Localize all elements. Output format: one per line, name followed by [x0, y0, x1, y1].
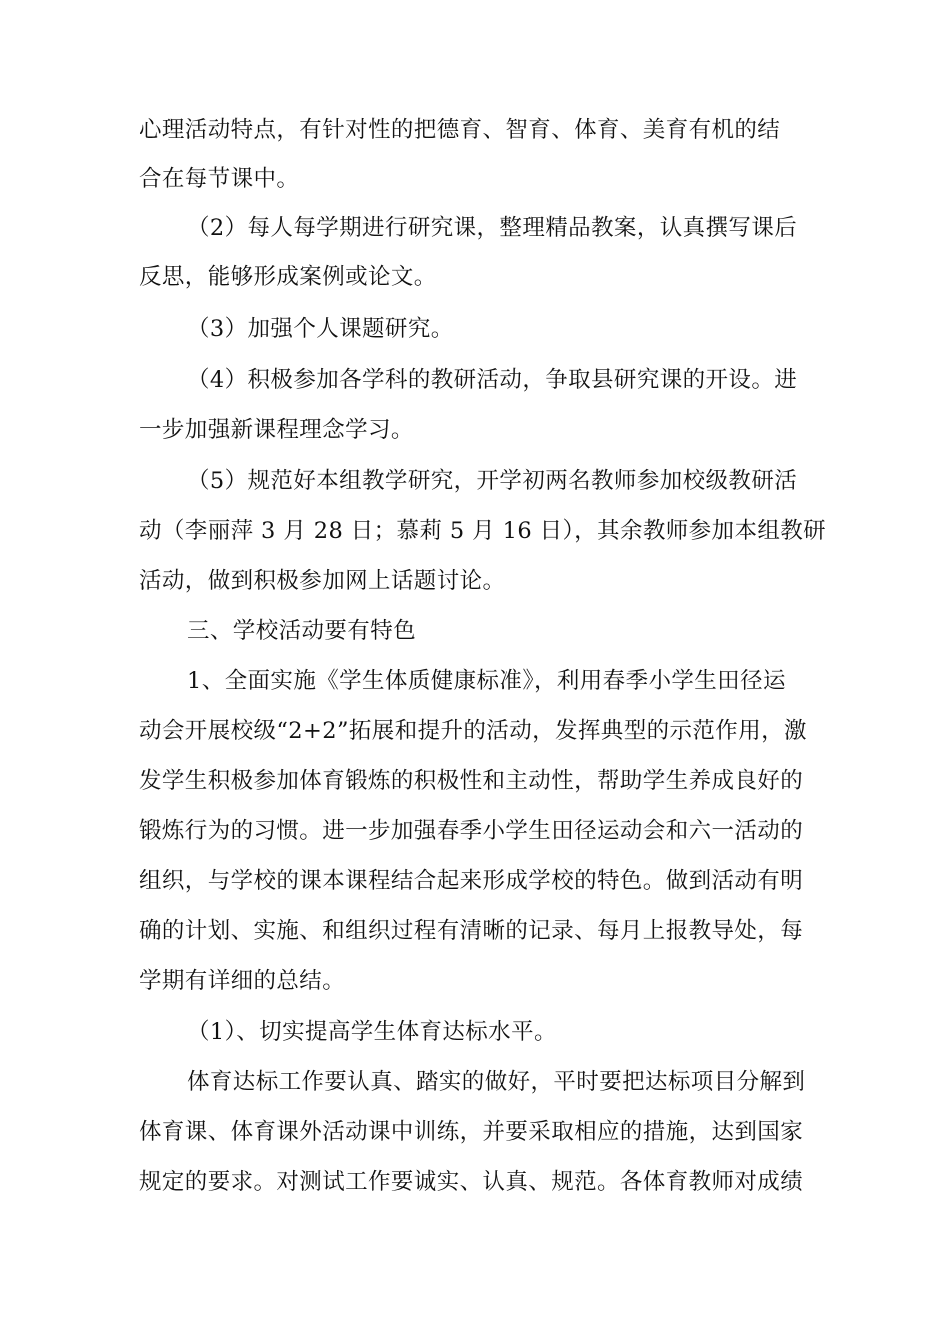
text-line: （1）、切实提高学生体育达标水平。 — [187, 1019, 557, 1045]
text-line: 1、全面实施《学生体质健康标准》，利用春季小学生田径运 — [187, 668, 786, 694]
text-line: （2）每人每学期进行研究课，整理精品教案，认真撰写课后 — [187, 215, 798, 241]
text-line: 反思，能够形成案例或论文。 — [139, 264, 437, 290]
text-line: 发学生积极参加体育锻炼的积极性和主动性，帮助学生养成良好的 — [139, 768, 804, 794]
text-line: 一步加强新课程理念学习。 — [139, 417, 414, 443]
text-line: 学期有详细的总结。 — [139, 968, 346, 994]
text-line: 合在每节课中。 — [139, 166, 300, 192]
text-line: 组织，与学校的课本课程结合起来形成学校的特色。做到活动有明 — [139, 868, 804, 894]
text-line: 心理活动特点，有针对性的把德育、智育、体育、美育有机的结 — [139, 117, 781, 143]
text-line: 确的计划、实施、和组织过程有清晰的记录、每月上报教导处，每 — [139, 918, 804, 944]
text-line: 体育达标工作要认真、踏实的做好，平时要把达标项目分解到 — [187, 1069, 806, 1095]
text-line: 动会开展校级“2+2”拓展和提升的活动，发挥典型的示范作用，激 — [139, 718, 807, 744]
text-line: 活动，做到积极参加网上话题讨论。 — [139, 568, 506, 594]
text-line: 规定的要求。对测试工作要诚实、认真、规范。各体育教师对成绩 — [139, 1169, 804, 1195]
text-line: 锻炼行为的习惯。进一步加强春季小学生田径运动会和六一活动的 — [139, 818, 804, 844]
text-line: （5）规范好本组教学研究，开学初两名教师参加校级教研活 — [187, 468, 798, 494]
section-heading: 三、学校活动要有特色 — [187, 618, 417, 644]
text-line: 体育课、体育课外活动课中训练，并要采取相应的措施，达到国家 — [139, 1119, 804, 1145]
text-line: （3）加强个人课题研究。 — [187, 316, 454, 342]
text-line: （4）积极参加各学科的教研活动，争取县研究课的开设。进 — [187, 367, 798, 393]
text-line: 动（李丽萍 3 月 28 日；慕莉 5 月 16 日），其余教师参加本组教研 — [139, 518, 827, 544]
